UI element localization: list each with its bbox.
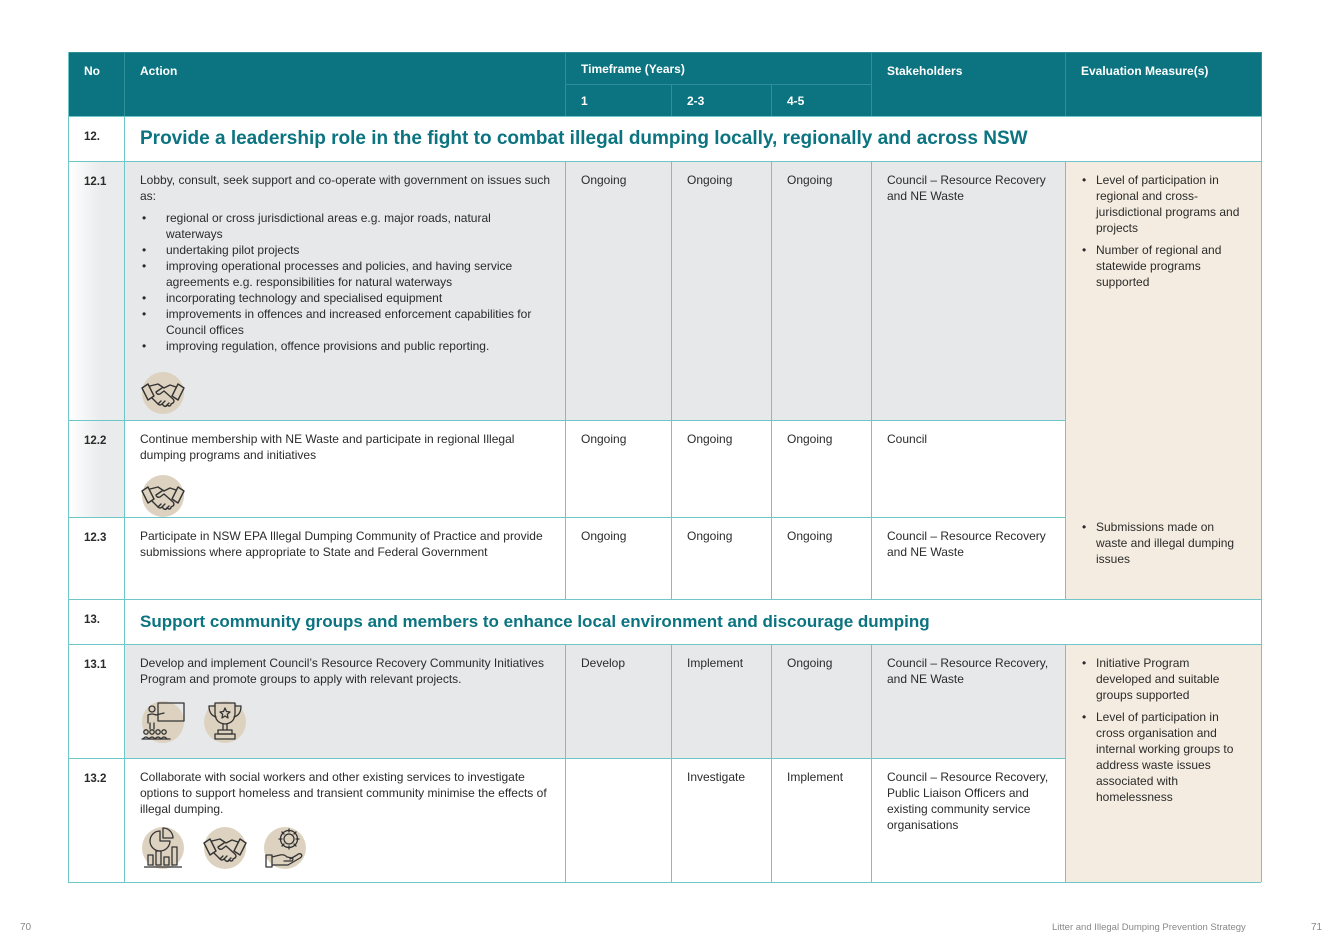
row-12-2-icons (140, 473, 550, 519)
row-12-1-icons (140, 370, 550, 416)
row-13-2-action (125, 758, 566, 882)
row-12-1-action (125, 161, 566, 420)
row-12-3-tf1: Ongoing (566, 517, 672, 599)
row-12-1-tf3: Ongoing (772, 161, 872, 420)
row-13-1-icons (140, 699, 550, 745)
row-13-1-tf1: Develop (566, 644, 672, 758)
row-12-1-number: 12.1 (69, 161, 125, 420)
header-action: Action (125, 52, 566, 116)
row-13-1-number: 13.1 (69, 644, 125, 758)
row-12-1-stakeholders: Council – Resource Recovery and NE Waste (872, 161, 1066, 420)
row-12-2-tf3: Ongoing (772, 420, 872, 517)
page-number-left: 70 (20, 922, 32, 933)
list-item: • improving operational processes and policies, and having service agreements e.g. responsibilities for natural waterways (140, 258, 550, 290)
header-stakeholders: Stakeholders (872, 52, 1066, 116)
row-13-2-tf2: Investigate (672, 758, 772, 882)
row-12-1-bullets (140, 210, 550, 354)
header-evaluation: Evaluation Measure(s) (1066, 52, 1262, 116)
row-13-2-tf1 (566, 758, 672, 882)
row-13-2-tf3: Implement (772, 758, 872, 882)
row-12-2-action (125, 420, 566, 517)
section-12-title: Provide a leadership role in the fight to combat illegal dumping locally, regionally and across NSW (125, 116, 1262, 161)
header-timeframe-4-5: 4-5 (772, 84, 872, 116)
page-number-right: 71 (1311, 922, 1323, 933)
header-no: No (69, 52, 125, 116)
section-13-title: Support community groups and members to enhance local environment and discourage dumping (125, 599, 1262, 644)
list-item: • improving regulation, offence provisions and public reporting. (140, 338, 550, 354)
evaluation-13 (1066, 644, 1262, 882)
row-13-1-action (125, 644, 566, 758)
row-13-1-tf3: Ongoing (772, 644, 872, 758)
row-12-2-tf1: Ongoing (566, 420, 672, 517)
row-13-1-tf2: Implement (672, 644, 772, 758)
row-13-2-icons (140, 825, 550, 871)
row-12-3-action: Participate in NSW EPA Illegal Dumping Community of Practice and provide submissions where appropriate to State and Federal Government (125, 517, 566, 599)
row-12-3-number: 12.3 (69, 517, 125, 599)
trophy-icon (202, 699, 248, 745)
list-item: • incorporating technology and specialised equipment (140, 290, 550, 306)
row-13-2-stakeholders: Council – Resource Recovery, Public Liaison Officers and existing community service organisations (872, 758, 1066, 882)
list-item: • Level of participation in regional and cross-jurisdictional programs and projects (1081, 172, 1247, 236)
header-timeframe-1: 1 (566, 84, 672, 116)
row-13-1-text: Develop and implement Council’s Resource Recovery Community Initiatives Program and promote groups to apply with relevant projects. (140, 656, 544, 686)
hand-gear-icon (262, 825, 308, 871)
row-12-2-tf2: Ongoing (672, 420, 772, 517)
presentation-icon (140, 699, 186, 745)
list-item: • Level of participation in cross organisation and internal working groups to address waste issues associated with homelessness (1081, 709, 1247, 805)
handshake-icon (140, 370, 186, 416)
list-item: • Number of regional and statewide programs supported (1081, 242, 1247, 290)
list-item: • Submissions made on waste and illegal dumping issues (1081, 519, 1247, 567)
chart-icon (140, 825, 186, 871)
row-13-2-number: 13.2 (69, 758, 125, 882)
row-12-1-tf2: Ongoing (672, 161, 772, 420)
row-12-2-number: 12.2 (69, 420, 125, 517)
section-12-number: 12. (69, 116, 125, 161)
list-item: • regional or cross jurisdictional areas e.g. major roads, natural waterways (140, 210, 550, 242)
handshake-icon (202, 825, 248, 871)
row-12-2-text: Continue membership with NE Waste and participate in regional Illegal dumping programs and initiatives (140, 432, 515, 462)
list-item: • Initiative Program developed and suitable groups supported (1081, 655, 1247, 703)
row-12-1-intro: Lobby, consult, seek support and co-operate with government on issues such as: (140, 173, 551, 203)
section-13-number: 13. (69, 599, 125, 644)
header-timeframe: Timeframe (Years) (566, 52, 872, 84)
evaluation-12 (1066, 161, 1262, 599)
row-12-3-tf2: Ongoing (672, 517, 772, 599)
row-13-1-stakeholders: Council – Resource Recovery, and NE Waste (872, 644, 1066, 758)
list-item: • undertaking pilot projects (140, 242, 550, 258)
action-table (68, 52, 1261, 883)
row-12-3-stakeholders: Council – Resource Recovery and NE Waste (872, 517, 1066, 599)
row-12-2-stakeholders: Council (872, 420, 1066, 517)
header-timeframe-2-3: 2-3 (672, 84, 772, 116)
document-title: Litter and Illegal Dumping Prevention Strategy (1052, 922, 1246, 933)
list-item: • improvements in offences and increased enforcement capabilities for Council offices (140, 306, 550, 338)
row-12-3-tf3: Ongoing (772, 517, 872, 599)
row-13-2-text: Collaborate with social workers and other existing services to investigate options to support homeless and transient community minimise the effects of illegal dumping. (140, 770, 547, 816)
row-12-1-tf1: Ongoing (566, 161, 672, 420)
handshake-icon (140, 473, 186, 519)
